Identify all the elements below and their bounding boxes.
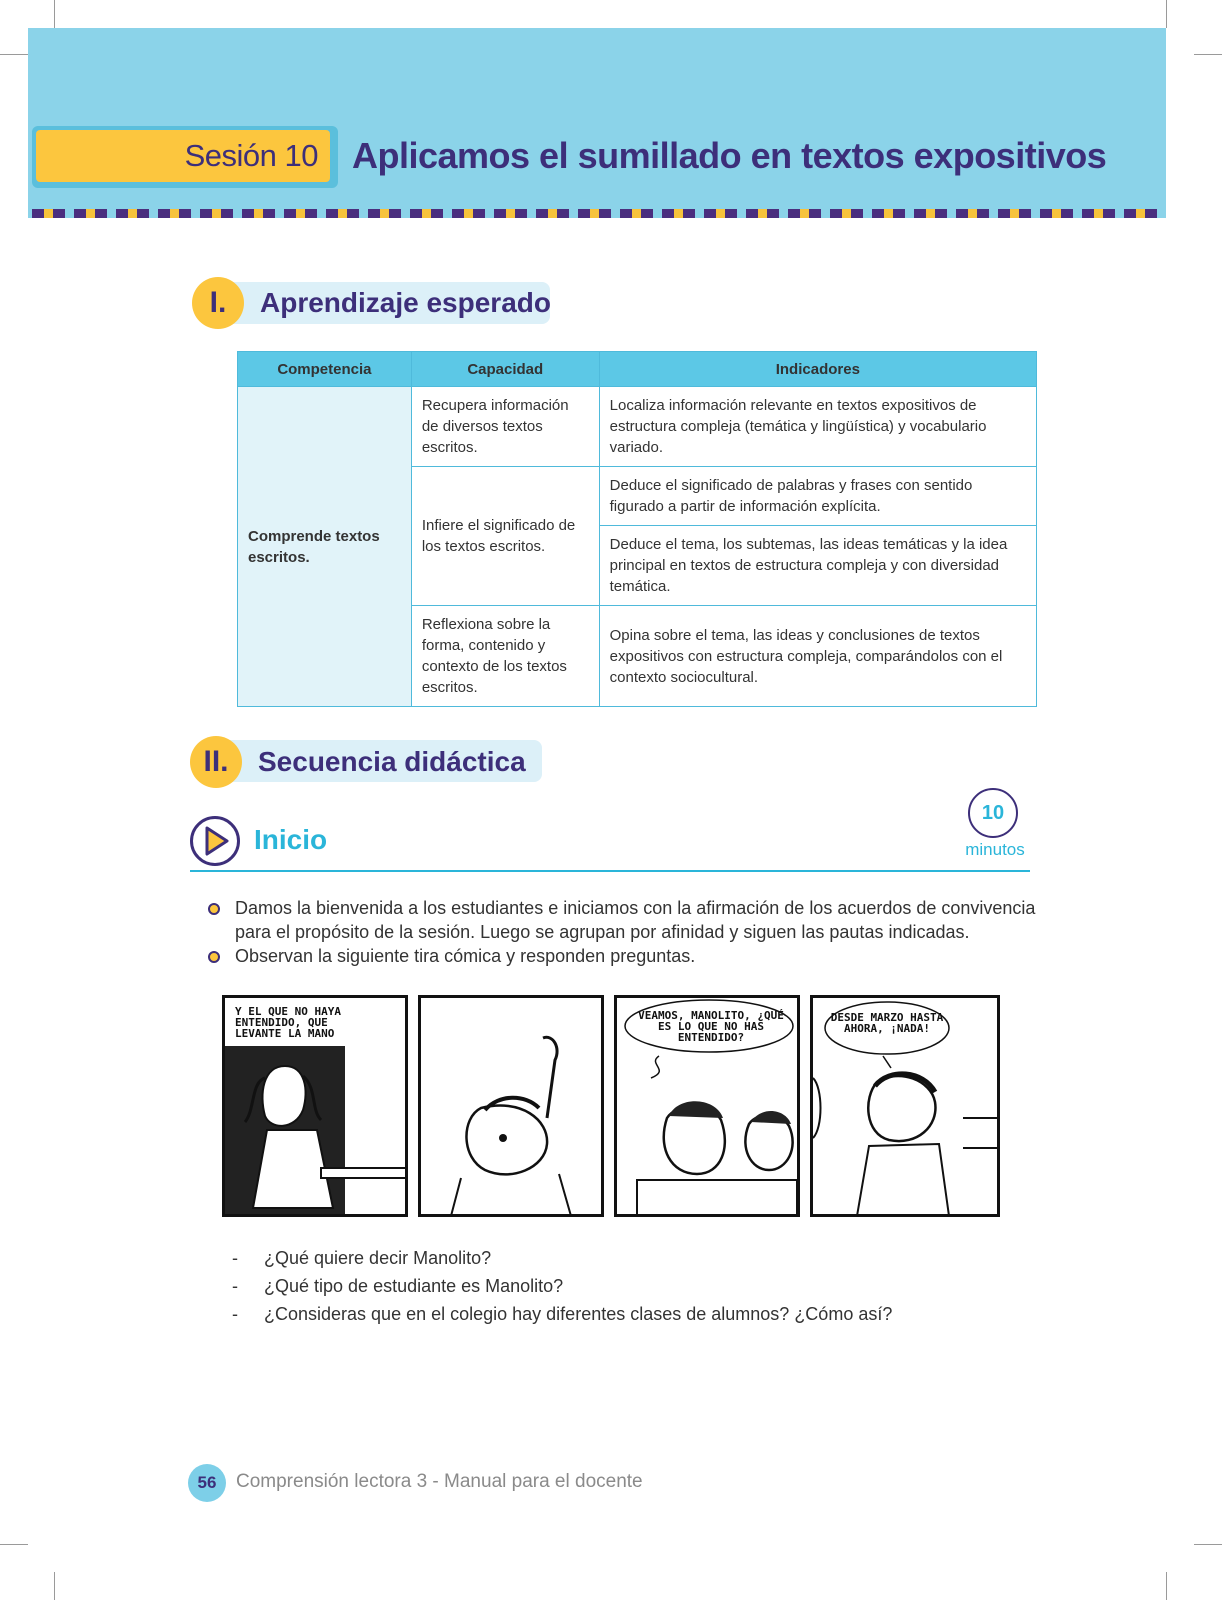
bullet-text: Observan la siguiente tira cómica y responden preguntas.: [235, 946, 696, 966]
crop-mark: [54, 1572, 55, 1600]
bullet-icon: [208, 903, 220, 915]
indicador-cell: Deduce el significado de palabras y frases con sentido figurado a partir de información explícita.: [599, 467, 1036, 526]
section-1-title: Aprendizaje esperado: [260, 287, 551, 318]
list-item: [208, 944, 1038, 968]
question-text: ¿Qué quiere decir Manolito?: [264, 1248, 492, 1268]
timer-label: minutos: [965, 840, 1025, 859]
crop-mark: [1166, 1572, 1167, 1600]
speech-balloon: VEAMOS, MANOLITO, ¿QUÉ ES LO QUE NO HAS ENTENDIDO?: [638, 1009, 784, 1044]
mafalda-drawing: [617, 998, 800, 1217]
indicador-cell: Opina sobre el tema, las ideas y conclusiones de textos expositivos con estructura compleja, comparándolos con el contexto sociocultural.: [599, 606, 1036, 707]
list-item: - ¿Qué quiere decir Manolito?: [232, 1248, 492, 1268]
speech-balloon: DESDE MARZO HASTA AHORA, ¡NADA!: [830, 1011, 944, 1035]
capacidad-cell: Reflexiona sobre la forma, contenido y contexto de los textos escritos.: [411, 606, 599, 707]
page-number: 56: [188, 1464, 226, 1502]
manolito-raising-hand-drawing: [421, 998, 604, 1217]
speech-balloon: Y EL QUE NO HAYA ENTENDIDO, QUE LEVANTE LA MANO: [235, 1005, 341, 1040]
timer-icon: [968, 788, 1018, 838]
question-text: ¿Qué tipo de estudiante es Manolito?: [264, 1276, 564, 1296]
section-2-numeral: II.: [190, 736, 242, 788]
crop-mark: [54, 0, 55, 28]
comic-strip: [222, 995, 1000, 1217]
crop-mark: [1194, 54, 1222, 55]
comic-panel-3: [614, 995, 800, 1217]
session-label: Sesión 10: [184, 138, 318, 173]
header-dashed-border: [32, 209, 1164, 218]
crop-mark: [0, 1544, 28, 1545]
crop-mark: [1194, 1544, 1222, 1545]
list-item: - ¿Qué tipo de estudiante es Manolito?: [232, 1276, 564, 1296]
timer-value: 10: [981, 802, 1005, 824]
section-2-title: Secuencia didáctica: [258, 746, 526, 777]
comic-panel-1: [222, 995, 408, 1217]
comic-panel-4: [810, 995, 1000, 1217]
page-title: Aplicamos el sumillado en textos expositivos: [352, 135, 1107, 176]
table-header: Capacidad: [411, 352, 599, 387]
question-text: ¿Consideras que en el colegio hay diferentes clases de alumnos? ¿Cómo así?: [264, 1304, 893, 1324]
capacidad-cell: Infiere el significado de los textos escritos.: [411, 467, 599, 606]
table-row: [238, 387, 1037, 467]
list-item: [208, 896, 1038, 944]
competencia-cell: Comprende textos escritos.: [238, 387, 412, 707]
bullet-icon: [208, 951, 220, 963]
table-header: Competencia: [238, 352, 412, 387]
indicador-cell: Localiza información relevante en textos expositivos de estructura compleja (temática y lingüística) y vocabulario variado.: [599, 387, 1036, 467]
question-list: [232, 1244, 892, 1328]
capacidad-cell: Recupera información de diversos textos escritos.: [411, 387, 599, 467]
inicio-bullets: [208, 896, 1038, 968]
inicio-title: Inicio: [254, 824, 328, 855]
teacher-drawing: [225, 998, 408, 1217]
crop-mark: [1166, 0, 1167, 28]
crop-mark: [0, 54, 28, 55]
comic-panel-2: [418, 995, 604, 1217]
list-item: - ¿Consideras que en el colegio hay diferentes clases de alumnos? ¿Cómo así?: [232, 1304, 893, 1324]
inicio-divider: [190, 870, 1030, 872]
table-header-row: [238, 352, 1037, 387]
play-icon: [190, 816, 240, 866]
bullet-text: Damos la bienvenida a los estudiantes e iniciamos con la afirmación de los acuerdos de convivencia para el propósito de la sesión. Luego se agrupan por afinidad y siguen las pautas indicadas.: [235, 898, 1036, 942]
table-header: Indicadores: [599, 352, 1036, 387]
footer-text: Comprensión lectora 3 - Manual para el docente: [236, 1471, 643, 1492]
header-band: [28, 28, 1166, 218]
learning-table: [237, 351, 1037, 707]
manolito-answer-drawing: [813, 998, 1000, 1217]
section-1-numeral: I.: [192, 277, 244, 329]
indicador-cell: Deduce el tema, los subtemas, las ideas temáticas y la idea principal en textos de estructura compleja y con diversidad temática.: [599, 526, 1036, 606]
